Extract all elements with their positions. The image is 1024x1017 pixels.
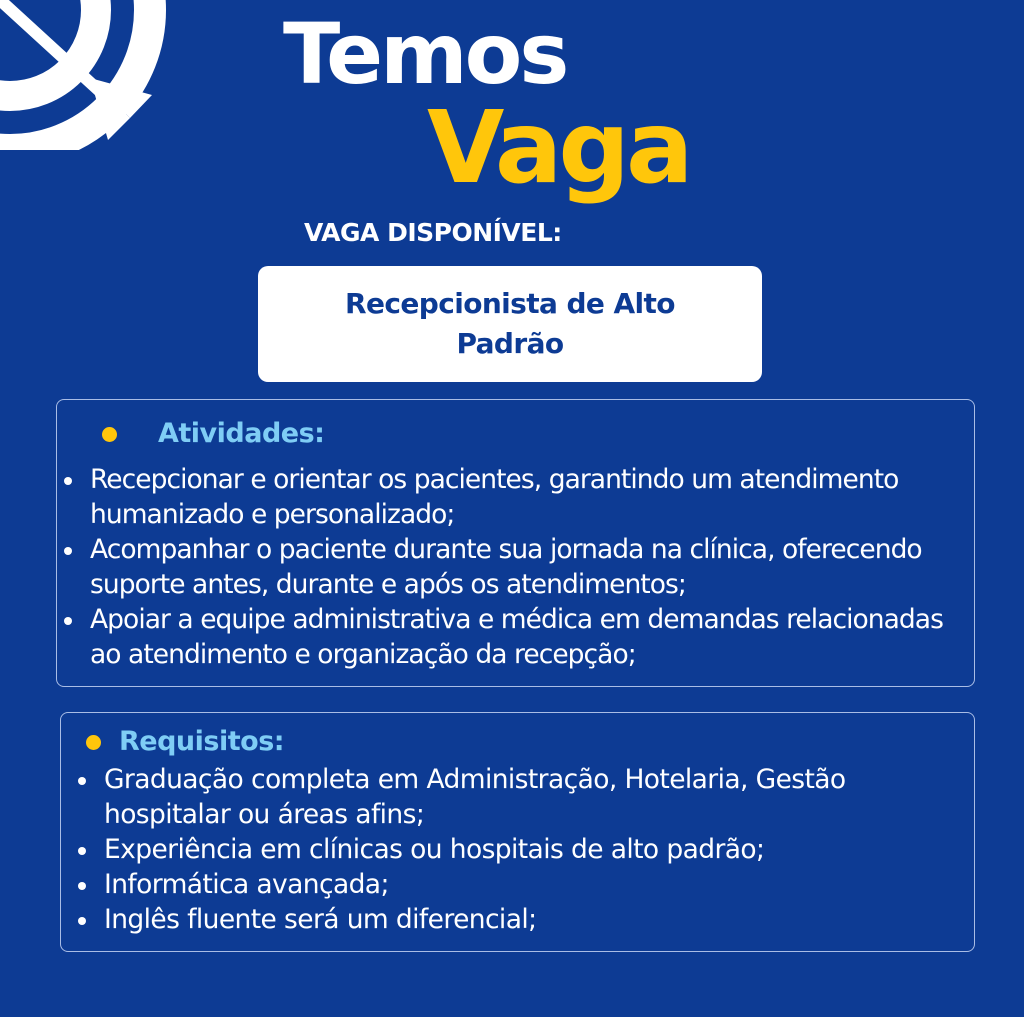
list-item-text: Apoiar a equipe administrativa e médica em demandas relacionadas ao atendimento e organização da recepção; bbox=[90, 604, 943, 670]
vacancy-subtitle: VAGA DISPONÍVEL: bbox=[304, 218, 562, 247]
yellow-bullet-icon bbox=[86, 735, 101, 750]
list-item-text: Experiência em clínicas ou hospitais de alto padrão; bbox=[104, 834, 765, 865]
requirements-heading bbox=[86, 724, 284, 760]
activities-heading bbox=[102, 416, 324, 452]
bullet-icon bbox=[78, 847, 86, 855]
list-item bbox=[76, 762, 966, 832]
target-with-arrow-icon bbox=[0, 0, 180, 150]
job-title-card bbox=[258, 266, 762, 382]
list-item-text: Informática avançada; bbox=[104, 869, 389, 900]
list-item bbox=[62, 532, 967, 602]
yellow-bullet-icon bbox=[102, 427, 117, 442]
activities-heading-label: Atividades: bbox=[158, 418, 325, 449]
list-item bbox=[76, 832, 966, 867]
list-item bbox=[62, 602, 967, 672]
title-vaga: Vaga bbox=[427, 89, 690, 206]
bullet-icon bbox=[78, 882, 86, 890]
list-item-text: Inglês fluente será um diferencial; bbox=[104, 904, 537, 935]
bullet-icon bbox=[78, 777, 86, 785]
list-item bbox=[76, 902, 966, 937]
list-item bbox=[62, 462, 967, 532]
list-item bbox=[76, 867, 966, 902]
bullet-icon bbox=[64, 477, 72, 485]
list-item-text: Graduação completa em Administração, Hotelaria, Gestão hospitalar ou áreas afins; bbox=[104, 764, 846, 830]
list-item-text: Recepcionar e orientar os pacientes, garantindo um atendimento humanizado e personalizado; bbox=[90, 464, 899, 530]
activities-list bbox=[62, 462, 967, 672]
job-title: Recepcionista de Alto Padrão bbox=[345, 287, 675, 360]
bullet-icon bbox=[78, 917, 86, 925]
requirements-list bbox=[76, 762, 966, 937]
list-item-text: Acompanhar o paciente durante sua jornada na clínica, oferecendo suporte antes, durante e após os atendimentos; bbox=[90, 534, 922, 600]
bullet-icon bbox=[64, 617, 72, 625]
title-temos: Temos bbox=[283, 5, 567, 103]
bullet-icon bbox=[64, 547, 72, 555]
requirements-heading-label: Requisitos: bbox=[119, 726, 285, 757]
